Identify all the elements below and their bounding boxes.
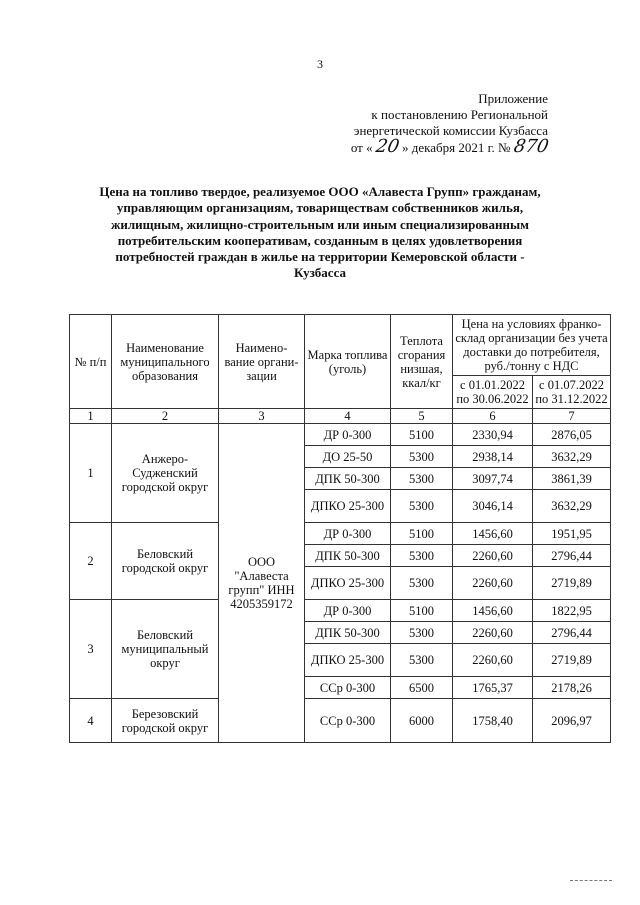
price-period-2: 1822,95 xyxy=(533,600,611,622)
fuel-grade: ДПК 50-300 xyxy=(305,622,391,644)
organization-name: ООО "Алавеста групп" ИНН 4205359172 xyxy=(219,424,305,743)
date-prefix: от « xyxy=(350,140,373,155)
municipality-name: Березовский городской округ xyxy=(112,699,219,743)
table-row xyxy=(70,699,611,743)
header-period-1: с 01.01.2022 по 30.06.2022 xyxy=(453,376,533,409)
fuel-grade: ДПКО 25-300 xyxy=(305,644,391,677)
municipality-name: Анжеро-Судженский городской округ xyxy=(112,424,219,523)
price-period-2: 2719,89 xyxy=(533,567,611,600)
fuel-grade: ДР 0-300 xyxy=(305,424,391,446)
table-row xyxy=(70,600,611,622)
heat-value: 5300 xyxy=(391,545,453,567)
page-number: 3 xyxy=(317,57,323,71)
fuel-grade: ССр 0-300 xyxy=(305,677,391,699)
appendix-decree-line: к постановлению Региональной xyxy=(371,107,548,122)
fuel-grade: ДР 0-300 xyxy=(305,523,391,545)
handwritten-day: 20 xyxy=(374,136,401,157)
date-middle: » декабря 2021 г. № xyxy=(402,140,511,155)
header-municipality: Наименование муниципального образования xyxy=(112,315,219,409)
column-number: 3 xyxy=(219,409,305,424)
price-period-1: 2260,60 xyxy=(453,644,533,677)
column-number: 6 xyxy=(453,409,533,424)
price-period-1: 2330,94 xyxy=(453,424,533,446)
price-period-2: 2719,89 xyxy=(533,644,611,677)
column-number: 7 xyxy=(533,409,611,424)
fuel-grade: ДПК 50-300 xyxy=(305,545,391,567)
heat-value: 5300 xyxy=(391,622,453,644)
document-title: Цена на топливо твердое, реализуемое ООО «Алавеста Групп» гражданам, управляющим организациям, товариществам собственников жилья, жилищным, жилищно-строительным или иным специализированным потребительским кооперативам, созданным в целях удовлетворения потребностей граждан в жилье на территории Кемеровской области - Кузбасса xyxy=(99,184,541,281)
heat-value: 5100 xyxy=(391,523,453,545)
price-period-1: 3046,14 xyxy=(453,490,533,523)
price-period-1: 1758,40 xyxy=(453,699,533,743)
fuel-grade: ССр 0-300 xyxy=(305,699,391,743)
column-number: 4 xyxy=(305,409,391,424)
price-period-2: 2796,44 xyxy=(533,545,611,567)
price-period-1: 2260,60 xyxy=(453,545,533,567)
row-number: 3 xyxy=(70,600,112,699)
heat-value: 6500 xyxy=(391,677,453,699)
heat-value: 5300 xyxy=(391,446,453,468)
column-number: 2 xyxy=(112,409,219,424)
table-row xyxy=(70,523,611,545)
table-row xyxy=(70,424,611,446)
column-number: 5 xyxy=(391,409,453,424)
appendix-title: Приложение xyxy=(478,91,548,106)
price-period-1: 2938,14 xyxy=(453,446,533,468)
handwritten-number: 870 xyxy=(511,136,550,157)
municipality-name: Беловский муниципальный округ xyxy=(112,600,219,699)
header-price-group: Цена на условиях франко-склад организации без учета доставки до потребителя, руб./тонну с НДС xyxy=(453,315,611,376)
row-number: 2 xyxy=(70,523,112,600)
heat-value: 5100 xyxy=(391,600,453,622)
heat-value: 5100 xyxy=(391,424,453,446)
price-table xyxy=(69,314,611,743)
heat-value: 5300 xyxy=(391,644,453,677)
appendix-date-line xyxy=(318,136,550,157)
row-number: 1 xyxy=(70,424,112,523)
price-period-2: 3861,39 xyxy=(533,468,611,490)
price-period-2: 1951,95 xyxy=(533,523,611,545)
fuel-grade: ДПК 50-300 xyxy=(305,468,391,490)
price-period-1: 1456,60 xyxy=(453,600,533,622)
footer-divider xyxy=(570,880,612,881)
header-organization: Наимено-вание органи-зации xyxy=(219,315,305,409)
fuel-grade: ДО 25-50 xyxy=(305,446,391,468)
header-fuel-grade: Марка топлива (уголь) xyxy=(305,315,391,409)
heat-value: 5300 xyxy=(391,567,453,600)
heat-value: 6000 xyxy=(391,699,453,743)
heat-value: 5300 xyxy=(391,468,453,490)
price-period-1: 1765,37 xyxy=(453,677,533,699)
price-period-1: 2260,60 xyxy=(453,622,533,644)
header-row-1 xyxy=(70,315,611,376)
row-number: 4 xyxy=(70,699,112,743)
appendix-commission-line: энергетической комиссии Кузбасса xyxy=(353,123,548,138)
price-period-2: 2096,97 xyxy=(533,699,611,743)
header-num: № п/п xyxy=(70,315,112,409)
price-period-2: 3632,29 xyxy=(533,446,611,468)
price-period-2: 2796,44 xyxy=(533,622,611,644)
price-period-2: 2876,05 xyxy=(533,424,611,446)
price-period-1: 1456,60 xyxy=(453,523,533,545)
price-period-2: 2178,26 xyxy=(533,677,611,699)
heat-value: 5300 xyxy=(391,490,453,523)
column-number-row xyxy=(70,409,611,424)
column-number: 1 xyxy=(70,409,112,424)
header-heat: Теплота сгорания низшая, ккал/кг xyxy=(391,315,453,409)
appendix-block xyxy=(318,91,548,156)
price-period-1: 3097,74 xyxy=(453,468,533,490)
price-period-1: 2260,60 xyxy=(453,567,533,600)
header-period-2: с 01.07.2022 по 31.12.2022 xyxy=(533,376,611,409)
municipality-name: Беловский городской округ xyxy=(112,523,219,600)
price-period-2: 3632,29 xyxy=(533,490,611,523)
fuel-grade: ДР 0-300 xyxy=(305,600,391,622)
fuel-grade: ДПКО 25-300 xyxy=(305,567,391,600)
fuel-grade: ДПКО 25-300 xyxy=(305,490,391,523)
